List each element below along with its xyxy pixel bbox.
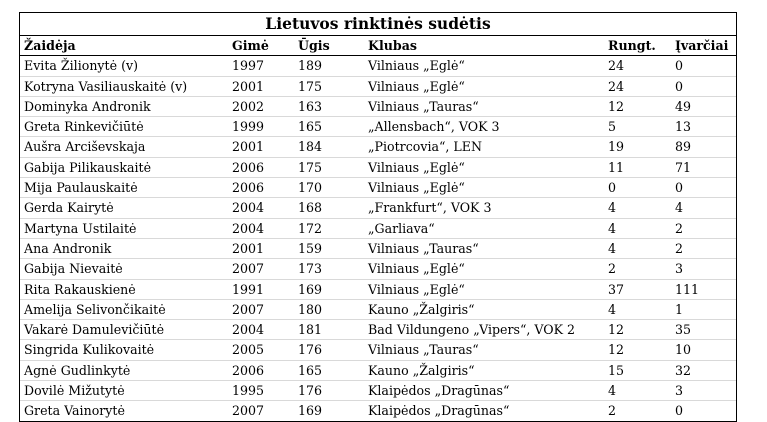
cell-born: 2006 bbox=[228, 157, 294, 177]
cell-height: 176 bbox=[294, 381, 364, 401]
table-row bbox=[20, 320, 736, 340]
header-height: Ūgis bbox=[294, 36, 364, 56]
cell-born: 2001 bbox=[228, 137, 294, 157]
cell-goals: 49 bbox=[671, 96, 736, 116]
header-born: Gimė bbox=[228, 36, 294, 56]
table-row bbox=[20, 96, 736, 116]
table-row bbox=[20, 178, 736, 198]
cell-apps: 24 bbox=[604, 76, 671, 96]
cell-player: Mija Paulauskaitė bbox=[20, 178, 228, 198]
cell-club: „Garliava“ bbox=[364, 218, 604, 238]
header-goals: Įvarčiai bbox=[671, 36, 736, 56]
cell-player: Gabija Nievaitė bbox=[20, 259, 228, 279]
header-club: Klubas bbox=[364, 36, 604, 56]
table-row bbox=[20, 76, 736, 96]
table-row bbox=[20, 299, 736, 319]
table-row bbox=[20, 238, 736, 258]
cell-height: 169 bbox=[298, 403, 323, 419]
table-row bbox=[20, 117, 736, 137]
header-player: Žaidėja bbox=[20, 36, 228, 56]
cell-height: 175 bbox=[294, 157, 364, 177]
cell-born: 2006 bbox=[228, 178, 294, 198]
cell-player: Aušra Arciševskaja bbox=[20, 137, 228, 157]
cell-club: Klaipėdos „Dragūnas“ bbox=[368, 403, 510, 419]
cell-player: Greta Vainorytė bbox=[24, 403, 125, 419]
cell-club: Vilniaus „Eglė“ bbox=[364, 178, 604, 198]
cell-apps: 2 bbox=[608, 403, 617, 419]
cell-player: Rita Rakauskienė bbox=[20, 279, 228, 299]
table-row bbox=[20, 279, 736, 299]
cell-player: Singrida Kulikovaitė bbox=[20, 340, 228, 360]
cell-height: 189 bbox=[294, 56, 364, 76]
cell-height: 184 bbox=[294, 137, 364, 157]
cell-goals: 4 bbox=[671, 198, 736, 218]
cell-club: „Allensbach“, VOK 3 bbox=[364, 117, 604, 137]
header-row bbox=[20, 36, 736, 56]
cell-apps: 12 bbox=[604, 340, 671, 360]
cell-born: 2001 bbox=[228, 238, 294, 258]
cell-player: Evita Žilionytė (v) bbox=[20, 56, 228, 76]
table-row bbox=[20, 381, 736, 401]
cell-apps: 11 bbox=[604, 157, 671, 177]
cell-height: 168 bbox=[294, 198, 364, 218]
cell-goals: 111 bbox=[671, 279, 736, 299]
table-title: Lietuvos rinktinės sudėtis bbox=[20, 13, 736, 36]
cell-height: 181 bbox=[294, 320, 364, 340]
cell-born: 2005 bbox=[228, 340, 294, 360]
cell-player: Dominyka Andronik bbox=[20, 96, 228, 116]
table-row bbox=[20, 198, 736, 218]
cell-apps: 4 bbox=[604, 218, 671, 238]
cell-goals: 3 bbox=[671, 259, 736, 279]
cell-born: 2007 bbox=[228, 259, 294, 279]
cell-goals: 2 bbox=[671, 218, 736, 238]
cell-height: 170 bbox=[294, 178, 364, 198]
header-apps: Rungt. bbox=[604, 36, 671, 56]
cell-born: 1997 bbox=[228, 56, 294, 76]
cell-apps: 4 bbox=[604, 198, 671, 218]
cell-apps: 2 bbox=[604, 259, 671, 279]
cell-apps: 5 bbox=[604, 117, 671, 137]
cell-goals: 0 bbox=[671, 178, 736, 198]
cell-player: Kotryna Vasiliauskaitė (v) bbox=[20, 76, 228, 96]
cell-club: Vilniaus „Eglė“ bbox=[364, 279, 604, 299]
cell-born: 2001 bbox=[228, 76, 294, 96]
cell-born: 2006 bbox=[228, 360, 294, 380]
cell-apps: 15 bbox=[604, 360, 671, 380]
table-row bbox=[20, 56, 736, 76]
cell-player: Dovilė Mižutytė bbox=[20, 381, 228, 401]
cell-club: Bad Vildungeno „Vipers“, VOK 2 bbox=[364, 320, 604, 340]
table-row bbox=[20, 401, 736, 421]
cell-apps: 12 bbox=[604, 96, 671, 116]
cell-apps: 4 bbox=[604, 381, 671, 401]
cell-goals: 1 bbox=[671, 299, 736, 319]
cell-born: 2004 bbox=[228, 320, 294, 340]
cell-born: 2007 bbox=[228, 299, 294, 319]
cell-born: 2002 bbox=[228, 96, 294, 116]
cell-apps: 4 bbox=[604, 299, 671, 319]
table-row bbox=[20, 360, 736, 380]
cell-apps: 24 bbox=[604, 56, 671, 76]
cell-born: 1999 bbox=[228, 117, 294, 137]
cell-club: Vilniaus „Tauras“ bbox=[364, 238, 604, 258]
cell-club: Vilniaus „Eglė“ bbox=[364, 76, 604, 96]
table-row bbox=[20, 157, 736, 177]
cell-height: 176 bbox=[294, 340, 364, 360]
cell-player: Ana Andronik bbox=[20, 238, 228, 258]
roster-table bbox=[20, 36, 736, 421]
cell-player: Vakarė Damulevičiūtė bbox=[20, 320, 228, 340]
table-row bbox=[20, 259, 736, 279]
table-row bbox=[20, 340, 736, 360]
cell-club: Vilniaus „Eglė“ bbox=[364, 157, 604, 177]
cell-goals: 32 bbox=[671, 360, 736, 380]
cell-goals: 0 bbox=[671, 56, 736, 76]
cell-height: 180 bbox=[294, 299, 364, 319]
cell-player: Greta Rinkevičiūtė bbox=[20, 117, 228, 137]
cell-apps: 19 bbox=[604, 137, 671, 157]
cell-goals: 0 bbox=[675, 403, 684, 419]
cell-club: Vilniaus „Tauras“ bbox=[364, 340, 604, 360]
cell-born: 2004 bbox=[228, 198, 294, 218]
roster-body bbox=[20, 56, 736, 421]
cell-height: 165 bbox=[294, 117, 364, 137]
cell-goals: 10 bbox=[671, 340, 736, 360]
cell-club: Kauno „Žalgiris“ bbox=[364, 299, 604, 319]
cell-born: 1991 bbox=[228, 279, 294, 299]
cell-goals: 3 bbox=[671, 381, 736, 401]
cell-club: Vilniaus „Eglė“ bbox=[364, 56, 604, 76]
cell-born: 2004 bbox=[228, 218, 294, 238]
cell-born: 1995 bbox=[228, 381, 294, 401]
cell-player: Gabija Pilikauskaitė bbox=[20, 157, 228, 177]
cell-apps: 12 bbox=[604, 320, 671, 340]
cell-height: 169 bbox=[294, 279, 364, 299]
cell-height: 165 bbox=[294, 360, 364, 380]
cell-club: Klaipėdos „Dragūnas“ bbox=[364, 381, 604, 401]
cell-height: 163 bbox=[294, 96, 364, 116]
cell-born: 2007 bbox=[232, 403, 265, 419]
cell-goals: 71 bbox=[671, 157, 736, 177]
roster-table-frame bbox=[19, 12, 737, 422]
cell-club: Kauno „Žalgiris“ bbox=[364, 360, 604, 380]
cell-height: 175 bbox=[294, 76, 364, 96]
cell-player: Agnė Gudlinkytė bbox=[20, 360, 228, 380]
cell-club: Vilniaus „Eglė“ bbox=[364, 259, 604, 279]
cell-club: Vilniaus „Tauras“ bbox=[364, 96, 604, 116]
cell-apps: 37 bbox=[604, 279, 671, 299]
table-row bbox=[20, 137, 736, 157]
cell-club: „Frankfurt“, VOK 3 bbox=[364, 198, 604, 218]
table-row bbox=[20, 218, 736, 238]
cell-apps: 0 bbox=[604, 178, 671, 198]
cell-player: Gerda Kairytė bbox=[20, 198, 228, 218]
cell-player: Amelija Selivončikaitė bbox=[20, 299, 228, 319]
cell-player: Martyna Ustilaitė bbox=[20, 218, 228, 238]
cell-height: 172 bbox=[294, 218, 364, 238]
cell-height: 173 bbox=[294, 259, 364, 279]
cell-goals: 89 bbox=[671, 137, 736, 157]
cell-goals: 2 bbox=[671, 238, 736, 258]
cell-goals: 35 bbox=[671, 320, 736, 340]
cell-goals: 0 bbox=[671, 76, 736, 96]
cell-goals: 13 bbox=[671, 117, 736, 137]
cell-club: „Piotrcovia“, LEN bbox=[364, 137, 604, 157]
cell-height: 159 bbox=[294, 238, 364, 258]
cell-apps: 4 bbox=[604, 238, 671, 258]
